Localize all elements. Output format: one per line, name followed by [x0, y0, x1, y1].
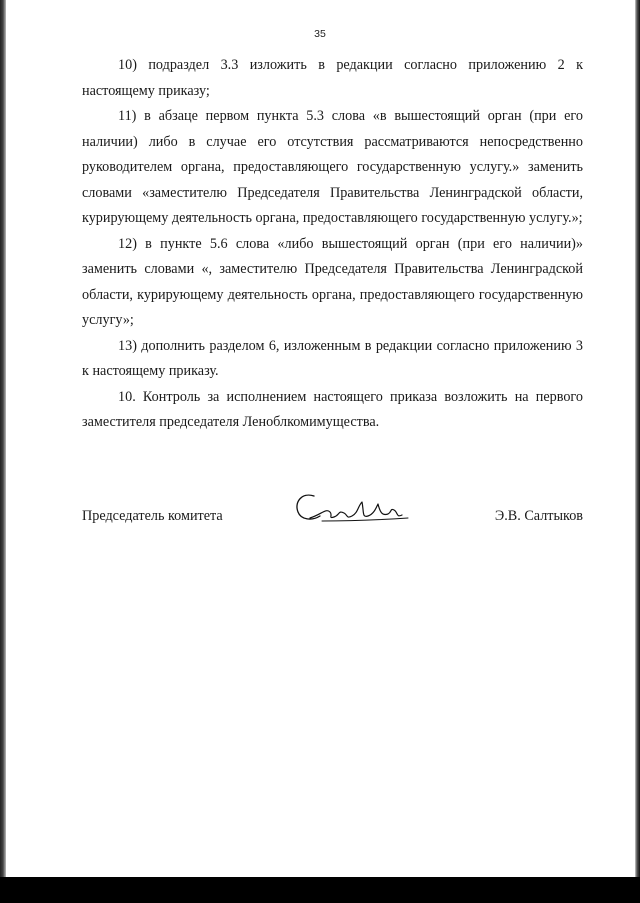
- handwritten-signature: [292, 488, 422, 530]
- paragraph-item-10: 10) подраздел 3.3 изложить в редакции согласно приложению 2 к настоящему приказу;: [82, 57, 583, 99]
- document-body: [82, 53, 583, 436]
- paragraph-item-13: 13) дополнить разделом 6, изложенным в редакции согласно приложению 3 к настоящему приказу.: [82, 337, 583, 379]
- paragraph-item-12: 12) в пункте 5.6 слова «либо вышестоящий орган (при его наличии)» заменить словами «, заместителю Председателя Правительства Ленинградской области, курирующему деятельность органа, предоставляющего государственную услугу»;: [82, 235, 583, 328]
- paragraph-control: 10. Контроль за исполнением настоящего приказа возложить на первого заместителя председателя Леноблкомимущества.: [82, 388, 583, 430]
- signatory-name: Э.В. Салтыков: [494, 508, 583, 524]
- signatory-title: Председатель комитета: [82, 508, 223, 524]
- page-number: 35: [314, 28, 326, 40]
- scan-edge-bottom: [0, 877, 640, 903]
- scan-edge-right: [635, 0, 640, 877]
- signature-block: [82, 488, 583, 538]
- paragraph-item-11: 11) в абзаце первом пункта 5.3 слова «в вышестоящий орган (при его наличии) либо в случае его отсутствия рассматриваются непосредственно руководителем органа, предоставляющего государственную услугу.» заменить словами «заместителю Председателя Правительства Ленинградской области, курирующему деятельность органа, предоставляющего государственную услугу.»;: [82, 108, 583, 226]
- scan-edge-left: [0, 0, 6, 877]
